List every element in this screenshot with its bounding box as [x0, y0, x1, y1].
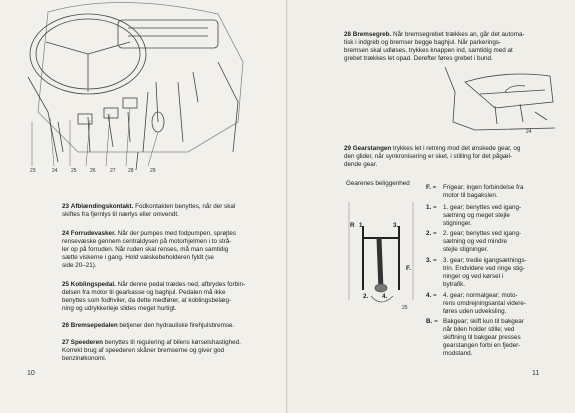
gear-key: 1. — [426, 204, 432, 211]
gear-line: gearstangen forbi en fjeder- — [443, 342, 521, 349]
gear-line: stigninger. — [443, 220, 472, 227]
item-title: Speederen — [70, 339, 103, 346]
gear-key: B. — [426, 318, 433, 325]
item-line: betjener den hydrauliske firehjulsbremse. — [119, 322, 235, 329]
gear-line: trin. Endvidere ved ringe stig- — [443, 265, 525, 272]
item-line: Fodkontakten benyttes, når der skal — [135, 203, 236, 210]
item-line: Korrekt brug af speederen skåner bremserne og giver god — [62, 347, 225, 354]
item-line: delsen fra motor til gearkasse og baghjul. Pedalen må ikke — [62, 289, 226, 296]
figure-label-24: 24 — [52, 168, 58, 174]
item-title: Bremsegreb. — [352, 31, 392, 38]
gear-dash: = — [433, 292, 437, 299]
item-line: benzinøkonomi. — [62, 355, 107, 362]
handbrake-illustration — [435, 62, 565, 134]
gear-label-r: R — [350, 222, 355, 229]
gear-line: stejle stigninger. — [443, 246, 489, 253]
gear-line: motor til bagakslen. — [443, 192, 498, 199]
item-number: 28 — [344, 31, 352, 38]
gear-key: 3. — [426, 257, 432, 264]
figure-label-25: 25 — [71, 168, 77, 174]
item-number: 23 — [62, 203, 70, 210]
gear-line: skiftning til bakgear presses — [443, 334, 521, 341]
gear-label-f: F. — [406, 265, 411, 272]
figure-label-26: 26 — [90, 168, 96, 174]
item-line: rensevæske gennem centraldysen på motorhjelmen i to strå- — [62, 238, 232, 245]
right-page — [289, 0, 575, 413]
item-number: 25 — [62, 281, 70, 288]
gear-line: når bilen holder stille; ved — [443, 326, 515, 333]
item-title: Afblændingskontakt. — [70, 203, 134, 210]
gear-line: ninger og ved kørsel i — [443, 273, 504, 280]
gear-dash: = — [433, 230, 437, 237]
gear-label-1: 1. — [359, 222, 365, 229]
item-title: Koblingspedal. — [70, 281, 116, 288]
figure-label-27: 27 — [110, 168, 116, 174]
item-line: grebet trækkes let opad. Derefter føres grebet i bund. — [344, 55, 493, 62]
figure-label-23: 23 — [30, 168, 36, 174]
left-page — [0, 0, 287, 413]
gearshift-illustration — [341, 200, 421, 320]
gear-line: bytrafik. — [443, 281, 466, 288]
figure-label-28: 28 — [128, 168, 134, 174]
item-line: Når denne pedal trædes ned, afbrydes forbin- — [117, 281, 246, 288]
gear-key: 2. — [426, 230, 432, 237]
gear-dash: = — [434, 318, 438, 325]
gear-line: rens omdrejningsantal videre- — [443, 300, 526, 307]
item-line: side 20–21). — [62, 262, 97, 269]
item-line: ning og udrykkerleje slides meget hurtigt. — [62, 305, 177, 312]
item-number: 27 — [62, 339, 70, 346]
gear-line: sætning og ved mindre — [443, 238, 508, 245]
item-number: 24 — [62, 230, 70, 237]
gear-line: føres uden udveksling. — [443, 308, 507, 315]
item-line: trykkes let i retning mod det ønskede gear, og — [393, 145, 521, 152]
gear-line: 4. gear; normalgear; moto- — [443, 292, 518, 299]
gear-line: sætning og meget stejle — [443, 212, 510, 219]
item-title: Gearstangen — [352, 145, 392, 152]
item-line: tisk i indgreb og bremser begge baghjul. Når parkerings- — [344, 39, 502, 46]
gear-line: 2. gear; benyttes ved igang- — [443, 230, 522, 237]
gear-key: 4. — [426, 292, 432, 299]
item-line: dende gear. — [344, 161, 378, 168]
figure-label-gear: 25 — [402, 305, 408, 311]
item-line: Når der pumpes med fodpumpen, sprøjtes — [117, 230, 236, 237]
figure-label-29: 29 — [150, 168, 156, 174]
item-title: Bremsepedalen — [70, 322, 118, 329]
item-line: benyttes som fodhviler, da dette medfører, at koblingsbelæg- — [62, 297, 232, 304]
item-number: 29 — [344, 145, 352, 152]
gear-dash: = — [433, 257, 437, 264]
gear-label-3: 3. — [393, 222, 399, 229]
page-number: 11 — [532, 370, 540, 377]
item-line: bremsen skal udløses, trykkes knappen ind, samtidig med at — [344, 47, 513, 54]
dashboard-pedals-illustration — [18, 2, 253, 174]
gear-heading: Gearenes beliggenhed — [346, 180, 410, 187]
figure-label-brake: 24 — [526, 129, 532, 135]
gear-label-4: 4. — [382, 293, 388, 300]
item-number: 26 — [62, 322, 70, 329]
gear-line: 3. gear; tredie igangsætnings- — [443, 257, 527, 264]
item-line: skiftes fra fjernlys til nærlys eller omvendt. — [62, 211, 179, 218]
item-line: benyttes til regulering af bilens kørselshastighed. — [104, 339, 241, 346]
gear-key: F. — [426, 184, 431, 191]
item-line: Når bremsegrebet trækkes an, går det automa- — [393, 31, 525, 38]
gear-line: Bakgear; skift kun til bakgear — [443, 318, 524, 325]
gear-dash: = — [433, 204, 437, 211]
page-number: 10 — [27, 370, 35, 377]
item-title: Forrudevasker. — [70, 230, 116, 237]
gear-line: modstand. — [443, 350, 473, 357]
gear-label-2: 2. — [363, 293, 369, 300]
gear-line: Frigear; ingen forbindelse fra — [443, 184, 524, 191]
item-line: sætte viskerne i gang. Hold væskebeholderen fyldt (se — [62, 254, 214, 261]
item-line: ler op på forruden. Når ruden skal renses, må man samtidig — [62, 246, 229, 253]
item-line: den glider, når synkronisering er sket, i stilling for det pågæl- — [344, 153, 512, 160]
gear-line: 1. gear; benyttes ved igang- — [443, 204, 522, 211]
gear-dash: = — [432, 184, 437, 191]
